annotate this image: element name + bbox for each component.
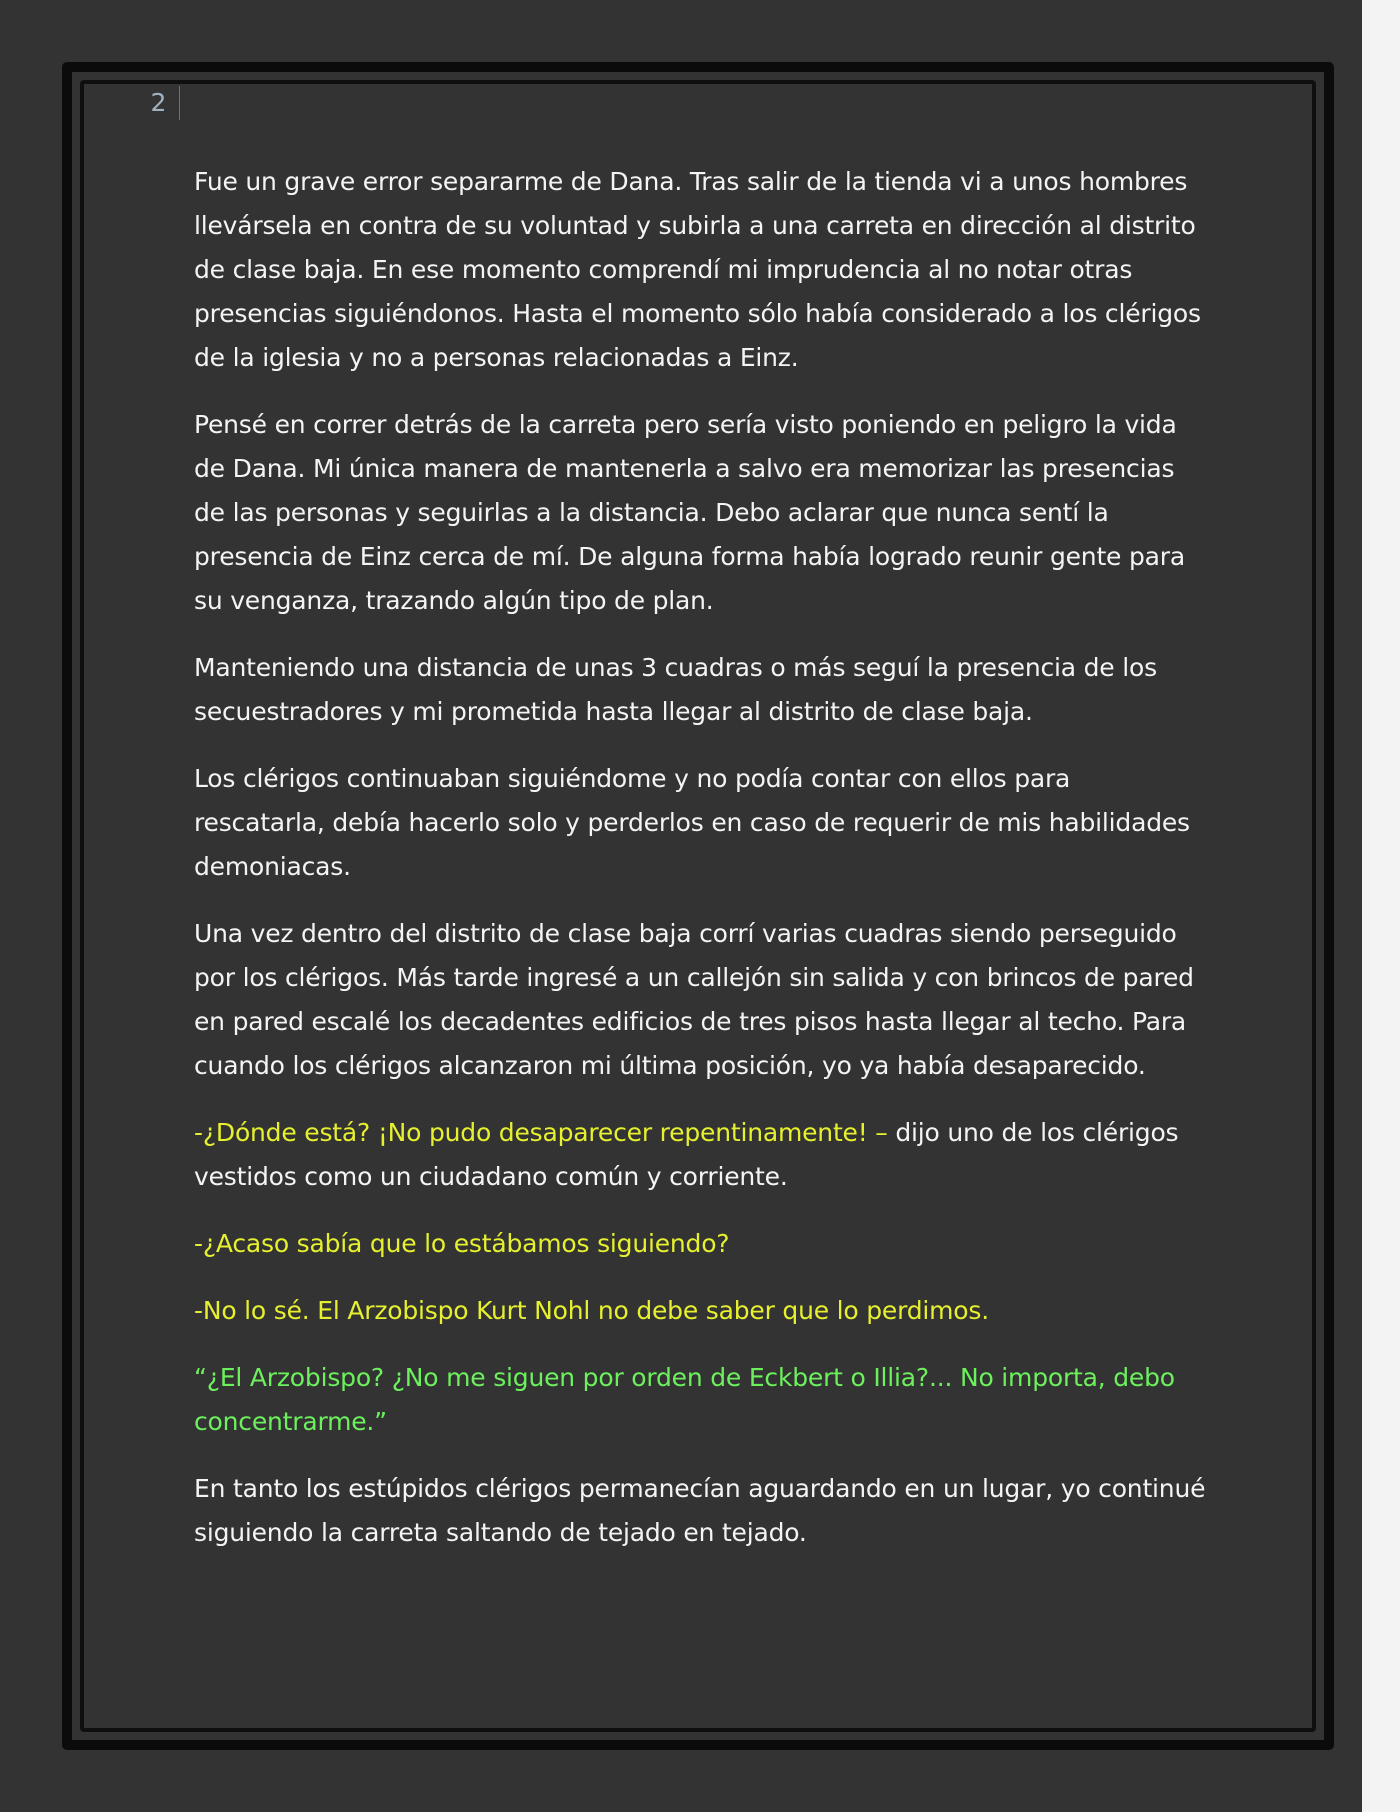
paragraph-5: Una vez dentro del distrito de clase baja corrí varias cuadras siendo perseguido por los clérigos. Más tarde ingresé a un callejón sin salida y con brincos de pared en pared escalé los decadentes edificios de tres pisos hasta llegar al techo. Para cuando los clérigos alcanzaron mi última posición, yo ya había desaparecido. xyxy=(194,919,1194,1080)
paragraph-2: Pensé en correr detrás de la carreta pero sería visto poniendo en peligro la vida de Dana. Mi única manera de mantenerla a salvo era memorizar las presencias de las personas y seguirlas a la distancia. Debo aclarar que nunca sentí la presencia de Einz cerca de mí. De alguna forma había logrado reunir gente para su venganza, trazando algún tipo de plan. xyxy=(194,410,1185,615)
thought-paragraph: “¿El Arzobispo? ¿No me siguen por orden de Eckbert o Illia?... No importa, debo concentrarme.” xyxy=(194,1363,1175,1436)
closing-paragraph: En tanto los estúpidos clérigos permanecían aguardando en un lugar, yo continué siguiendo la carreta saltando de tejado en tejado. xyxy=(194,1474,1206,1547)
dialogue-paragraph-2: -¿Acaso sabía que lo estábamos siguiendo? xyxy=(194,1229,730,1258)
paragraph-1: Fue un grave error separarme de Dana. Tras salir de la tienda vi a unos hombres llevársela en contra de su voluntad y subirla a una carreta en dirección al distrito de clase baja. En ese momento comprendí mi imprudencia al no notar otras presencias siguiéndonos. Hasta el momento sólo había considerado a los clérigos de la iglesia y no a personas relacionadas a Einz. xyxy=(194,167,1201,372)
story-text xyxy=(194,160,1208,1578)
dialogue-paragraph-1 xyxy=(194,1111,1208,1199)
paragraph-3: Manteniendo una distancia de unas 3 cuadras o más seguí la presencia de los secuestradores y mi prometida hasta llegar al distrito de clase baja. xyxy=(194,653,1157,726)
dialogue-text: -¿Dónde está? ¡No pudo desaparecer repentinamente! – xyxy=(194,1118,888,1147)
dialogue-paragraph-3: -No lo sé. El Arzobispo Kurt Nohl no debe saber que lo perdimos. xyxy=(194,1296,989,1325)
narration-text: dijo uno de los clérigos vestidos como un ciudadano común y corriente. xyxy=(194,1118,1179,1191)
paragraph-4: Los clérigos continuaban siguiéndome y no podía contar con ellos para rescatarla, debía hacerlo solo y perderlos en caso de requerir de mis habilidades demoniacas. xyxy=(194,764,1190,881)
page-number: 2 xyxy=(138,86,180,120)
